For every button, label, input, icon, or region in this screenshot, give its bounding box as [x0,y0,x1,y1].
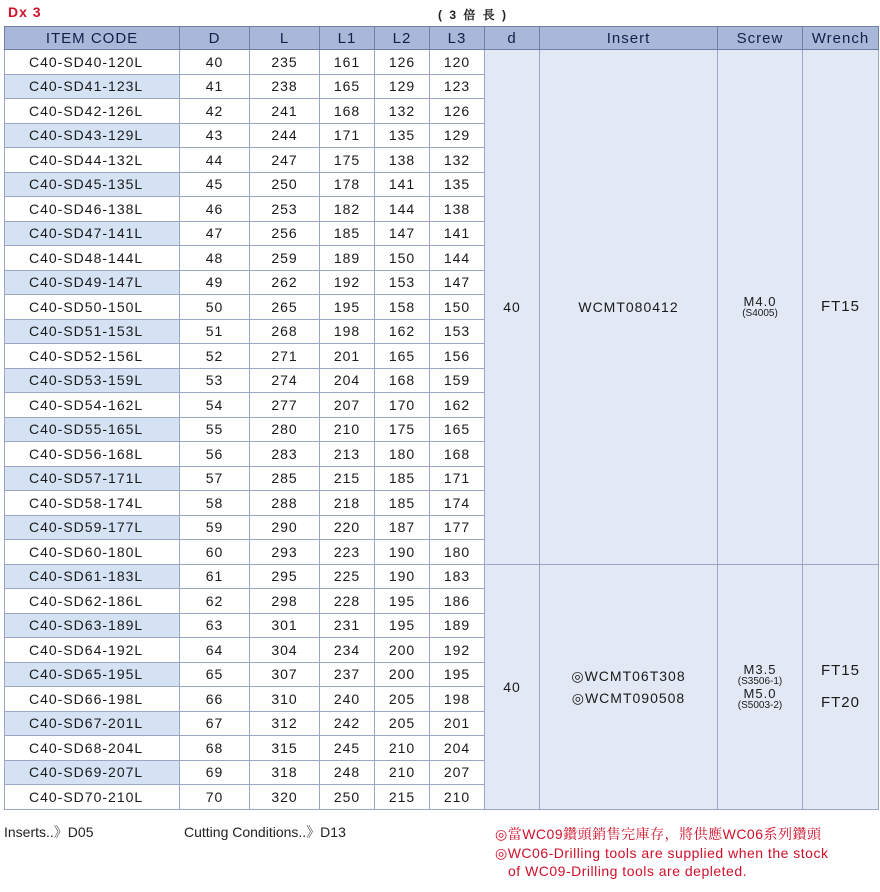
l-cell: 295 [250,564,320,589]
l-cell: 265 [250,295,320,320]
d-cell: 48 [180,246,250,271]
l2-cell: 150 [375,246,430,271]
l3-cell: 168 [430,442,485,467]
inserts-reference: Inserts..》D05 [4,824,94,840]
d-cell: 51 [180,319,250,344]
l1-cell: 178 [320,172,375,197]
l1-cell: 195 [320,295,375,320]
shank-diameter-cell: 40 [485,50,540,565]
table-row [5,564,879,589]
d-cell: 45 [180,172,250,197]
l-cell: 262 [250,270,320,295]
d-cell: 68 [180,736,250,761]
d-cell: 63 [180,613,250,638]
l-cell: 241 [250,99,320,124]
item-code-cell: C40-SD50-150L [5,295,180,320]
d-cell: 69 [180,760,250,785]
wrench-code: FT20 [820,693,860,711]
d-cell: 52 [180,344,250,369]
item-code-cell: C40-SD63-189L [5,613,180,638]
l3-cell: 201 [430,711,485,736]
l3-cell: 141 [430,221,485,246]
item-code-cell: C40-SD42-126L [5,99,180,124]
l3-cell: 123 [430,74,485,99]
l-cell: 293 [250,540,320,565]
item-code-cell: C40-SD68-204L [5,736,180,761]
d-cell: 57 [180,466,250,491]
l-cell: 307 [250,662,320,687]
d-cell: 54 [180,393,250,418]
l3-cell: 189 [430,613,485,638]
item-code-cell: C40-SD58-174L [5,491,180,516]
l3-cell: 150 [430,295,485,320]
item-code-cell: C40-SD60-180L [5,540,180,565]
wrench-code: FT15 [820,297,860,315]
l1-cell: 189 [320,246,375,271]
header-l3: L3 [430,27,485,50]
l1-cell: 218 [320,491,375,516]
item-code-cell: C40-SD70-210L [5,785,180,810]
l2-cell: 190 [375,540,430,565]
l1-cell: 182 [320,197,375,222]
l3-cell: 177 [430,515,485,540]
l2-cell: 138 [375,148,430,173]
l-cell: 310 [250,687,320,712]
d-cell: 50 [180,295,250,320]
l2-cell: 126 [375,50,430,75]
d-cell: 70 [180,785,250,810]
item-code-cell: C40-SD53-159L [5,368,180,393]
d-cell: 59 [180,515,250,540]
screw-part-number: (S5003-2) [737,699,783,711]
l2-cell: 200 [375,638,430,663]
header-l2: L2 [375,27,430,50]
page-title: Dx 3 [8,4,42,20]
insert-cell [540,564,718,809]
l2-cell: 210 [375,736,430,761]
table-row [5,50,879,75]
header-screw: Screw [718,27,803,50]
l-cell: 304 [250,638,320,663]
l3-cell: 120 [430,50,485,75]
item-code-cell: C40-SD55-165L [5,417,180,442]
l2-cell: 141 [375,172,430,197]
l2-cell: 185 [375,466,430,491]
l3-cell: 204 [430,736,485,761]
d-cell: 66 [180,687,250,712]
l2-cell: 162 [375,319,430,344]
d-cell: 40 [180,50,250,75]
header-d-upper: D [180,27,250,50]
l-cell: 235 [250,50,320,75]
l2-cell: 135 [375,123,430,148]
l3-cell: 195 [430,662,485,687]
l2-cell: 175 [375,417,430,442]
screw-part-number: (S3506-1) [737,675,783,687]
l2-cell: 158 [375,295,430,320]
d-cell: 46 [180,197,250,222]
l-cell: 285 [250,466,320,491]
l-cell: 259 [250,246,320,271]
stock-note-english-line2: of WC09-Drilling tools are depleted. [508,863,747,879]
l-cell: 320 [250,785,320,810]
l-cell: 238 [250,74,320,99]
l1-cell: 175 [320,148,375,173]
l-cell: 277 [250,393,320,418]
l2-cell: 195 [375,589,430,614]
item-code-cell: C40-SD67-201L [5,711,180,736]
l-cell: 244 [250,123,320,148]
l2-cell: 187 [375,515,430,540]
item-code-cell: C40-SD52-156L [5,344,180,369]
wrench-cell [803,50,879,565]
l1-cell: 185 [320,221,375,246]
header-wrench: Wrench [803,27,879,50]
l3-cell: 144 [430,246,485,271]
l2-cell: 129 [375,74,430,99]
l1-cell: 215 [320,466,375,491]
l2-cell: 190 [375,564,430,589]
item-code-cell: C40-SD61-183L [5,564,180,589]
l3-cell: 126 [430,99,485,124]
d-cell: 62 [180,589,250,614]
l2-cell: 200 [375,662,430,687]
d-cell: 47 [180,221,250,246]
l-cell: 318 [250,760,320,785]
item-code-cell: C40-SD41-123L [5,74,180,99]
item-code-cell: C40-SD56-168L [5,442,180,467]
l1-cell: 240 [320,687,375,712]
l-cell: 271 [250,344,320,369]
item-code-cell: C40-SD48-144L [5,246,180,271]
screw-size: M3.5 [743,661,777,677]
d-cell: 42 [180,99,250,124]
d-cell: 58 [180,491,250,516]
d-cell: 65 [180,662,250,687]
l-cell: 301 [250,613,320,638]
d-cell: 67 [180,711,250,736]
l1-cell: 168 [320,99,375,124]
table-header-row [5,27,879,50]
item-code-cell: C40-SD64-192L [5,638,180,663]
l3-cell: 162 [430,393,485,418]
l1-cell: 228 [320,589,375,614]
item-code-cell: C40-SD43-129L [5,123,180,148]
l2-cell: 205 [375,711,430,736]
d-cell: 61 [180,564,250,589]
l3-cell: 153 [430,319,485,344]
l2-cell: 153 [375,270,430,295]
header-insert: Insert [540,27,718,50]
screw-part-number: (S4005) [742,307,778,319]
l1-cell: 192 [320,270,375,295]
l1-cell: 234 [320,638,375,663]
l1-cell: 223 [320,540,375,565]
l3-cell: 186 [430,589,485,614]
wrench-code: FT15 [820,661,860,679]
l3-cell: 132 [430,148,485,173]
l2-cell: 205 [375,687,430,712]
item-code-cell: C40-SD69-207L [5,760,180,785]
l-cell: 283 [250,442,320,467]
insert-code: ◎WCMT06T308 [571,667,686,684]
item-code-cell: C40-SD44-132L [5,148,180,173]
l3-cell: 171 [430,466,485,491]
l-cell: 290 [250,515,320,540]
d-cell: 60 [180,540,250,565]
l3-cell: 135 [430,172,485,197]
l2-cell: 168 [375,368,430,393]
d-cell: 43 [180,123,250,148]
l1-cell: 210 [320,417,375,442]
stock-note-chinese: ◎當WC09鑽頭銷售完庫存，將供應WC06系列鑽頭 [495,826,822,842]
l3-cell: 207 [430,760,485,785]
table-body [5,50,879,810]
l3-cell: 129 [430,123,485,148]
l1-cell: 220 [320,515,375,540]
item-code-cell: C40-SD49-147L [5,270,180,295]
l-cell: 298 [250,589,320,614]
l2-cell: 180 [375,442,430,467]
header-l1: L1 [320,27,375,50]
l3-cell: 210 [430,785,485,810]
header-d-lower: d [485,27,540,50]
insert-code: WCMT080412 [578,298,679,315]
l3-cell: 174 [430,491,485,516]
l1-cell: 165 [320,74,375,99]
wrench-cell [803,564,879,809]
item-code-cell: C40-SD59-177L [5,515,180,540]
d-cell: 56 [180,442,250,467]
l1-cell: 161 [320,50,375,75]
item-code-cell: C40-SD47-141L [5,221,180,246]
l3-cell: 147 [430,270,485,295]
l2-cell: 170 [375,393,430,418]
l2-cell: 132 [375,99,430,124]
d-cell: 64 [180,638,250,663]
l1-cell: 231 [320,613,375,638]
l-cell: 268 [250,319,320,344]
d-cell: 49 [180,270,250,295]
l1-cell: 245 [320,736,375,761]
l1-cell: 204 [320,368,375,393]
l1-cell: 171 [320,123,375,148]
insert-code: ◎WCMT090508 [571,689,686,706]
screw-size: M4.0 [743,293,777,309]
l-cell: 312 [250,711,320,736]
item-code-cell: C40-SD46-138L [5,197,180,222]
d-cell: 55 [180,417,250,442]
stock-note-english-line1: ◎WC06-Drilling tools are supplied when the stock [495,845,829,861]
item-code-cell: C40-SD51-153L [5,319,180,344]
shank-diameter-cell: 40 [485,564,540,809]
l1-cell: 250 [320,785,375,810]
l2-cell: 165 [375,344,430,369]
l3-cell: 138 [430,197,485,222]
l2-cell: 147 [375,221,430,246]
l1-cell: 213 [320,442,375,467]
l1-cell: 198 [320,319,375,344]
l3-cell: 198 [430,687,485,712]
l-cell: 250 [250,172,320,197]
l-cell: 253 [250,197,320,222]
l2-cell: 210 [375,760,430,785]
screw-cell [718,564,803,809]
l3-cell: 183 [430,564,485,589]
item-code-cell: C40-SD40-120L [5,50,180,75]
l2-cell: 195 [375,613,430,638]
header-item-code: ITEM CODE [5,27,180,50]
l-cell: 247 [250,148,320,173]
spec-table [4,26,879,810]
screw-size: M5.0 [743,685,777,701]
l2-cell: 215 [375,785,430,810]
l1-cell: 248 [320,760,375,785]
d-cell: 44 [180,148,250,173]
l1-cell: 201 [320,344,375,369]
item-code-cell: C40-SD45-135L [5,172,180,197]
item-code-cell: C40-SD57-171L [5,466,180,491]
l2-cell: 185 [375,491,430,516]
l3-cell: 156 [430,344,485,369]
screw-cell [718,50,803,565]
l3-cell: 159 [430,368,485,393]
l-cell: 274 [250,368,320,393]
l1-cell: 225 [320,564,375,589]
item-code-cell: C40-SD65-195L [5,662,180,687]
page-subtitle: ( 3 倍 長 ) [438,8,509,22]
l3-cell: 192 [430,638,485,663]
l-cell: 288 [250,491,320,516]
item-code-cell: C40-SD66-198L [5,687,180,712]
l3-cell: 165 [430,417,485,442]
insert-cell [540,50,718,565]
item-code-cell: C40-SD54-162L [5,393,180,418]
d-cell: 41 [180,74,250,99]
l3-cell: 180 [430,540,485,565]
l1-cell: 242 [320,711,375,736]
l-cell: 256 [250,221,320,246]
item-code-cell: C40-SD62-186L [5,589,180,614]
d-cell: 53 [180,368,250,393]
l2-cell: 144 [375,197,430,222]
l-cell: 315 [250,736,320,761]
cutting-conditions-reference: Cutting Conditions..》D13 [184,824,346,840]
l-cell: 280 [250,417,320,442]
l1-cell: 207 [320,393,375,418]
header-l: L [250,27,320,50]
l1-cell: 237 [320,662,375,687]
